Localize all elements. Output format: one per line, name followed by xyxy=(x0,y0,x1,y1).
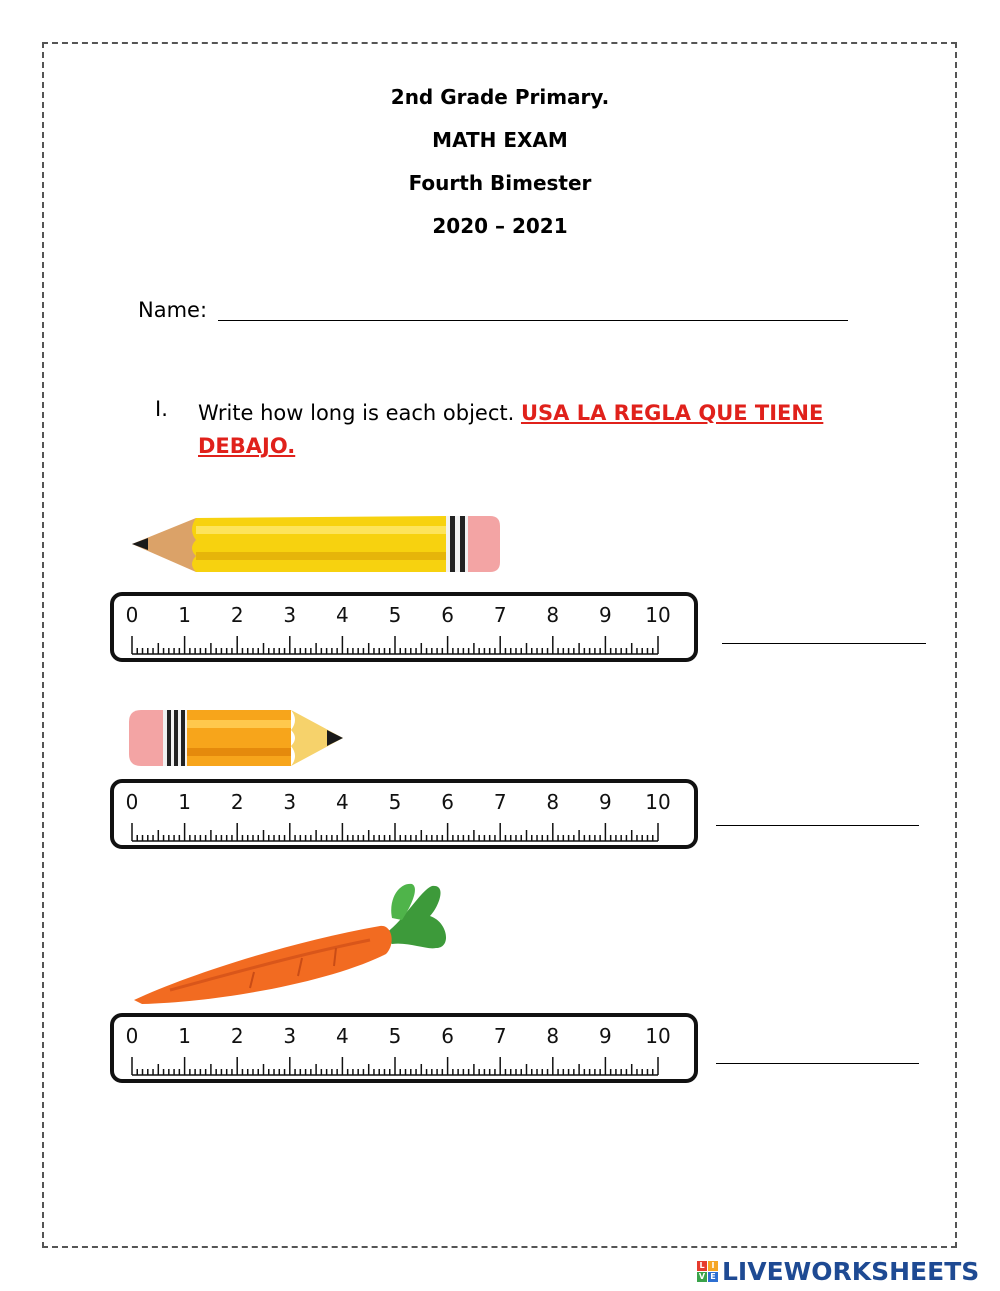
ruler-label: 2 xyxy=(230,603,244,627)
logo-letter: V xyxy=(698,1271,706,1281)
question-text xyxy=(198,397,838,463)
ruler-label: 10 xyxy=(645,603,671,627)
ruler-label: 9 xyxy=(599,790,612,814)
ruler-label: 4 xyxy=(336,790,349,814)
orange-pencil-image xyxy=(127,708,347,768)
grade-title: 2nd Grade Primary. xyxy=(390,85,610,109)
logo-letter: E xyxy=(708,1272,718,1282)
ruler-label: 9 xyxy=(599,603,612,627)
name-input-line[interactable] xyxy=(218,320,848,321)
ruler-label: 5 xyxy=(388,603,402,627)
yellow-pencil-image xyxy=(128,512,503,578)
answer-line-2[interactable] xyxy=(716,825,919,826)
school-year: 2020 – 2021 xyxy=(432,214,568,238)
ruler-label: 9 xyxy=(599,1024,612,1048)
question-instruction: USA LA REGLA QUE TIENE DEBAJO. xyxy=(198,401,824,458)
logo-letter: L xyxy=(697,1261,707,1271)
carrot-image xyxy=(130,878,460,1008)
ruler-label: 0 xyxy=(125,790,139,814)
question-number: I. xyxy=(155,397,168,421)
ruler-label: 7 xyxy=(493,603,507,627)
ruler-label: 3 xyxy=(283,603,297,627)
ruler-label: 1 xyxy=(178,790,191,814)
ruler-label: 8 xyxy=(546,790,560,814)
ruler-label: 6 xyxy=(441,1024,454,1048)
answer-line-3[interactable] xyxy=(716,1063,919,1064)
ruler-label: 8 xyxy=(546,603,560,627)
ruler-label: 2 xyxy=(230,790,244,814)
ruler-label: 4 xyxy=(336,1024,349,1048)
ruler-label: 3 xyxy=(283,790,297,814)
name-label: Name: xyxy=(138,298,208,322)
liveworksheets-logo-icon xyxy=(697,1261,718,1282)
ruler-2 xyxy=(108,777,700,851)
ruler-label: 0 xyxy=(125,603,139,627)
answer-line-1[interactable] xyxy=(722,643,926,644)
exam-title: MATH EXAM xyxy=(432,128,568,152)
ruler-3 xyxy=(108,1011,700,1085)
ruler-label: 7 xyxy=(493,790,507,814)
ruler-label: 5 xyxy=(388,790,402,814)
question-prompt: Write how long is each object. xyxy=(198,401,521,425)
ruler-label: 8 xyxy=(546,1024,560,1048)
ruler-label: 2 xyxy=(230,1024,244,1048)
ruler-label: 10 xyxy=(645,1024,671,1048)
logo-letter: I xyxy=(708,1261,718,1271)
ruler-label: 10 xyxy=(645,790,671,814)
ruler-label: 5 xyxy=(388,1024,402,1048)
ruler-label: 4 xyxy=(336,603,349,627)
ruler-label: 0 xyxy=(125,1024,139,1048)
ruler-label: 3 xyxy=(283,1024,297,1048)
ruler-label: 6 xyxy=(441,790,454,814)
ruler-label: 6 xyxy=(441,603,454,627)
ruler-1 xyxy=(108,590,700,664)
bimester-title: Fourth Bimester xyxy=(408,171,592,195)
ruler-label: 1 xyxy=(178,1024,191,1048)
ruler-label: 1 xyxy=(178,603,191,627)
brand-name: LIVEWORKSHEETS xyxy=(722,1256,980,1286)
liveworksheets-brand xyxy=(697,1256,979,1286)
ruler-label: 7 xyxy=(493,1024,507,1048)
